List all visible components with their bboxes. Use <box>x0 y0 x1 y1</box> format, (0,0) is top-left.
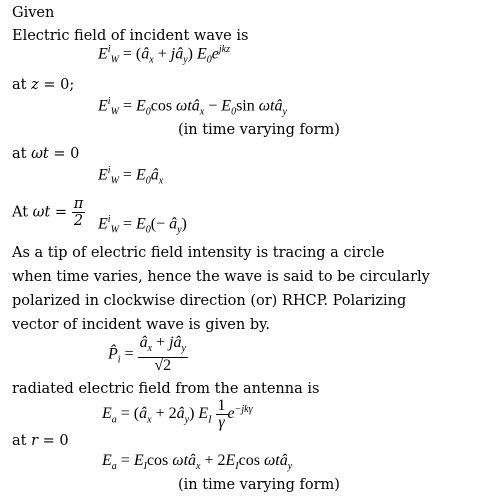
equation-2: $E^i_W = E_0\cos$ ωtâ$_x$ − $E_0\sin$ ωtâ$_y$ <box>98 96 287 118</box>
equation-3: $E^i_W$ = $E_0â_x$ <box>98 165 164 187</box>
equation-1: $E^i_W$ = ($â_x$ + $jâ_y$) $E_0e^{jkz}$ <box>98 44 230 66</box>
text-at-z-0: at z = 0; <box>12 77 75 93</box>
equation-7: $E_a = E_I\cos$ ωtâ$_x$ + $2E_I\cos$ ωtâ$_y$ <box>102 452 293 473</box>
heading: Given <box>12 5 55 21</box>
text-incident-field: Electric field of incident wave is <box>12 28 249 44</box>
para-line-3: polarized in clockwise direction (or) RHCP. Polarizing <box>12 293 407 309</box>
note-time-varying-2: (in time varying form) <box>178 477 340 493</box>
text-at-wt-pi2: At ωt = $\frac{\pi}{2}$ <box>12 196 84 229</box>
note-time-varying-1: (in time varying form) <box>178 122 340 138</box>
text-radiated-field: radiated electric field from the antenna is <box>12 381 320 397</box>
equation-5: $P̂_i$ = $\frac{â_x + jâ_y}{√2}$ <box>108 334 186 375</box>
text-at-wt-0: at ωt = 0 <box>12 146 80 162</box>
para-line-2: when time varies, hence the wave is said to be circularly <box>12 269 430 285</box>
paragraph <box>12 241 482 337</box>
para-line-4: vector of incident wave is given by. <box>12 317 270 333</box>
text-at-r-0: at r = 0 <box>12 433 69 449</box>
equation-6: $E_a$ = ($â_x$ + $2â_y$) $E_I$ $\frac{1}{\gamma}$ $e^{-jk\gamma}$ <box>102 397 253 431</box>
para-line-1: As a tip of electric field intensity is tracing a circle <box>12 245 385 261</box>
equation-4: $E^i_W = E_0(-$ $â_y$) <box>98 214 187 236</box>
